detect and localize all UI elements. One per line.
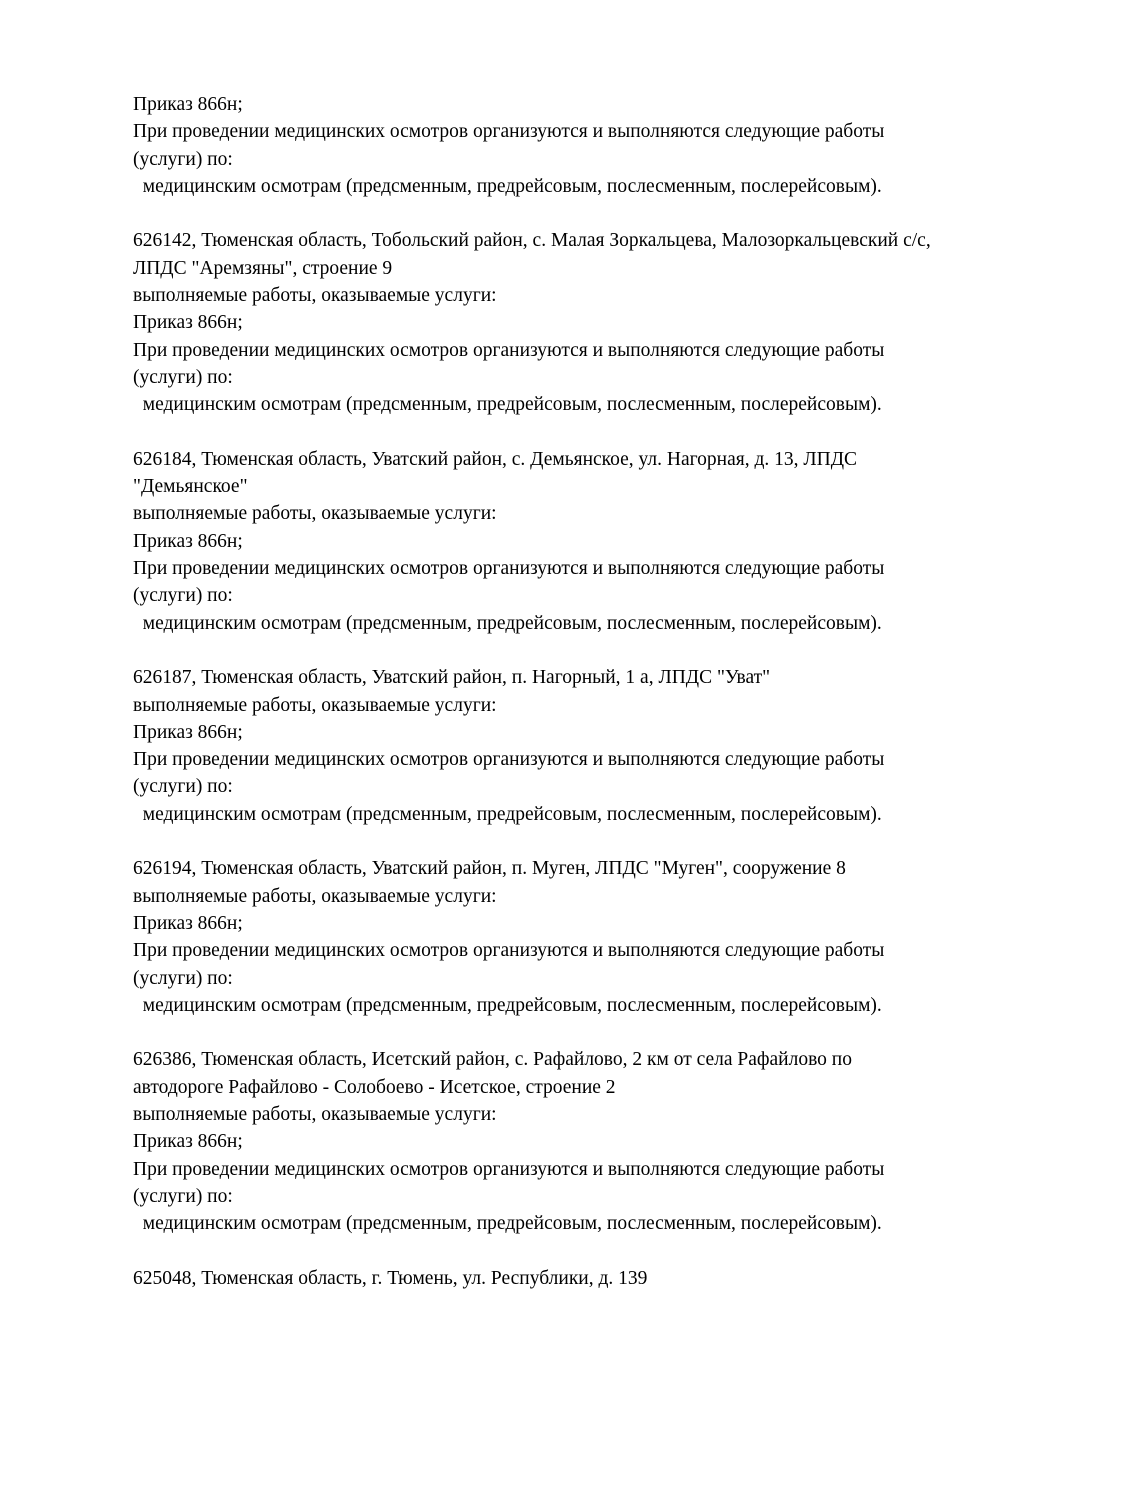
entry-block-626187: 626187, Тюменская область, Уватский район, п. Нагорный, 1 а, ЛПДС "Уват" выполняемые работы, оказываемые услуги: Приказ 866н; При проведении медицинских осмотров организуются и выполняются следующие работы (услуги) по: медицинским осмотрам (предсменным, предрейсовым, послесменным, послерейсовым). [133, 667, 885, 825]
entry-block-626386: 626386, Тюменская область, Исетский район, с. Рафайлово, 2 км от села Рафайлово по автодороге Рафайлово - Солобоево - Исетское, строение 2 выполняемые работы, оказываемые услуги: Приказ 866н; При проведении медицинских осмотров организуются и выполняются следующие работы (услуги) по: медицинским осмотрам (предсменным, предрейсовым, послесменным, послерейсовым). [133, 1049, 885, 1235]
entry-block-626194: 626194, Тюменская область, Уватский район, п. Муген, ЛПДС "Муген", сооружение 8 выполняемые работы, оказываемые услуги: Приказ 866н; При проведении медицинских осмотров организуются и выполняются следующие работы (услуги) по: медицинским осмотрам (предсменным, предрейсовым, послесменным, послерейсовым). [133, 858, 885, 1016]
entry-block-626142: 626142, Тюменская область, Тобольский район, с. Малая Зоркальцева, Малозоркальцевский с/с, ЛПДС "Аремзяны", строение 9 выполняемые работы, оказываемые услуги: Приказ 866н; При проведении медицинских осмотров организуются и выполняются следующие работы (услуги) по: медицинским осмотрам (предсменным, предрейсовым, послесменным, послерейсовым). [133, 230, 931, 416]
entry-block-626184: 626184, Тюменская область, Уватский район, с. Демьянское, ул. Нагорная, д. 13, ЛПДС "Демьянское" выполняемые работы, оказываемые услуги: Приказ 866н; При проведении медицинских осмотров организуются и выполняются следующие работы (услуги) по: медицинским осмотрам (предсменным, предрейсовым, послесменным, послерейсовым). [133, 448, 885, 634]
entry-block-625048: 625048, Тюменская область, г. Тюмень, ул. Республики, д. 139 [133, 1267, 648, 1289]
entry-block-continued: Приказ 866н; При проведении медицинских осмотров организуются и выполняются следующие работы (услуги) по: медицинским осмотрам (предсменным, предрейсовым, послесменным, послерейсовым). [133, 94, 885, 197]
